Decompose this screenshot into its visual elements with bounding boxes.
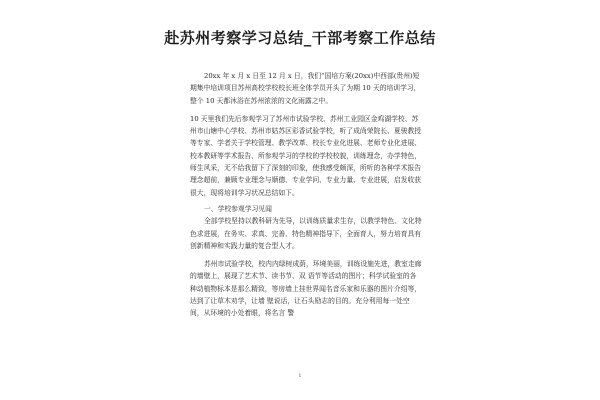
section-heading: 一、学校参观学习见闻 (204, 204, 272, 213)
paragraph-intro: 20xx 年 x 月 x 日至 12 月 x 日，我们“国培方案(20xx)中西部(贵州)短期集中培训项目苏州高校学校校长班全体学员开头了为期 10 天的培训学习，整个 10 天都沐浴在苏州浓浓的文化雨露之中。 (190, 72, 421, 105)
document-body (190, 70, 422, 320)
paragraph-experimental-school: 苏州市试验学校，校内内绿树成荫，环境美丽，训练设施先进，教室走廊的墙壁上，展现了艺术节、读书节、双 语节等活动的图片；科学试验室的各种动植物标本是那么精致，等房墙上挂世界闻名音乐家和乐器的图片介绍等，达到了让草木劝学，让墙 壁说话，让石头励志的目的。充分利用每一处空间，从环境的小处着眼，将名言 警 (190, 260, 422, 318)
document-title: 赴苏州考察学习总结_干部考察工作总结 (164, 29, 436, 47)
paragraph-overview: 10 天里我们先后参观学习了苏州市试验学校、苏州工业园区金鸡湖学校、苏州市山塘中心学校、苏州市姑苏区彩香试验学校，听了成尚荣院长、夏骏教授等专家、学者关于学校管理、教学改革、校长专业化进展、老师专业化进展、校本教研等学术报告、所参观学习的学校的学校校貌，训练理念，办学特色，师生风采，无不给我留下了深刻的印象，使我感受颇深，所听的各种学术报告理念超前，兼顾专业理念与顺德、专业学问、专业力量、专业进展，启发收获很大，现将培训学习状况总结如下。 (190, 114, 422, 197)
page-number: 1 (298, 373, 302, 379)
paragraph-schools-general: 全部学校坚持以教科研为先导，以训练质量求生存，以教学特色、文化特色求进展，在务实、求真、完善、特色精神指导下，全面育人，努力培育具有创新精神和实践力量的复合型人才。 (190, 217, 422, 250)
